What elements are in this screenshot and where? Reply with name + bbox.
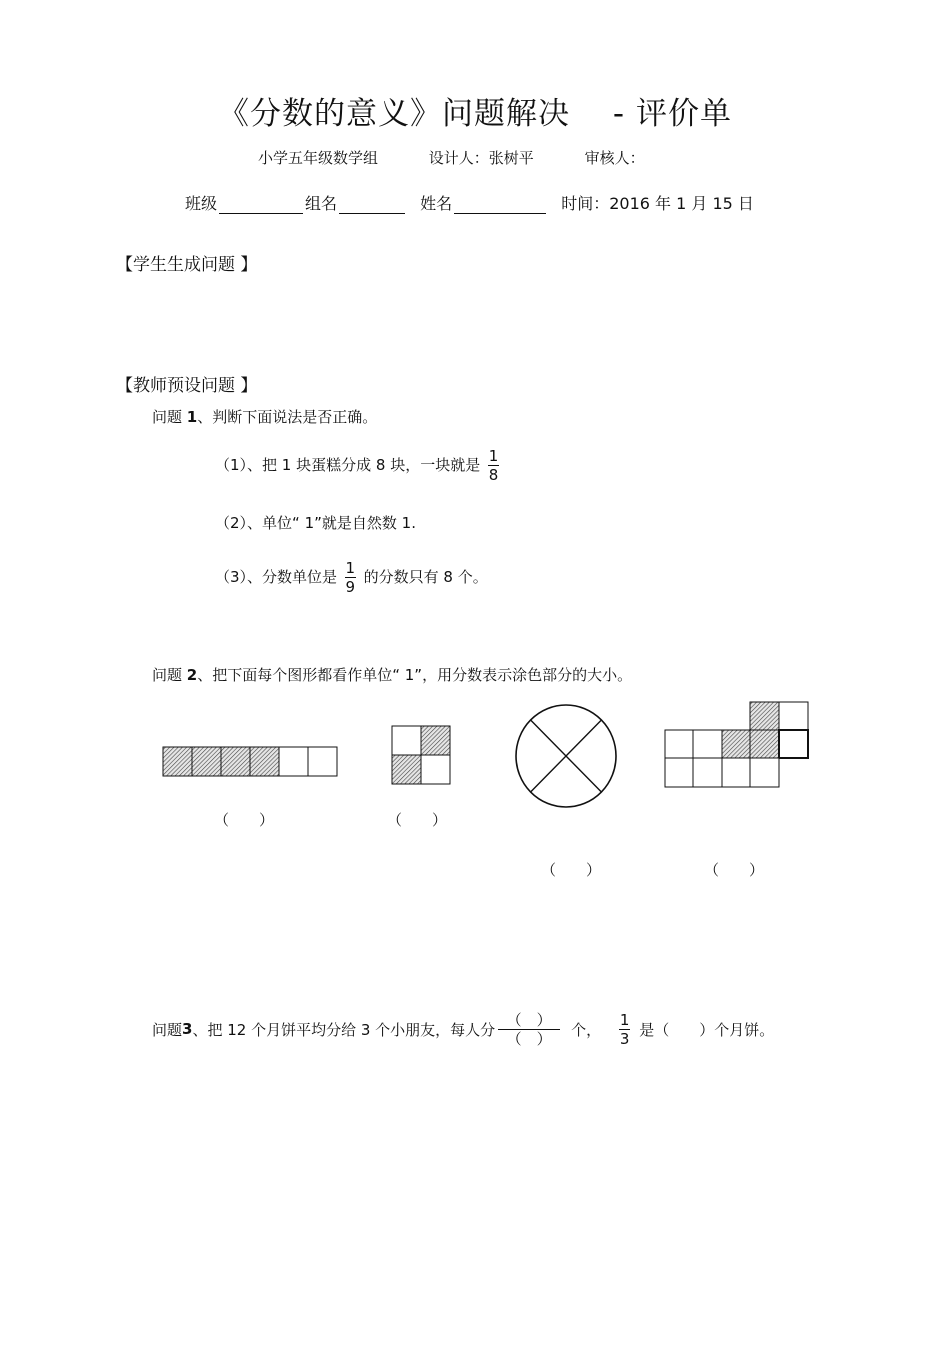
figure-bar — [162, 746, 338, 778]
bar-cell-shaded — [221, 747, 250, 776]
grid-cell-shaded — [750, 702, 779, 730]
group-label: 组名 — [305, 194, 338, 213]
bar-cell-shaded — [163, 747, 192, 776]
grid-cell — [750, 758, 779, 787]
bar-cell-shaded — [250, 747, 279, 776]
grid-cell — [665, 758, 693, 787]
grid-cell — [665, 730, 693, 758]
q2-heading: 问题 2、把下面每个图形都看作单位“ 1”，用分数表示涂色部分的大小。 — [152, 666, 633, 684]
fraction-1-9: $\frac{1}{9}$ — [345, 559, 356, 596]
figure-square — [391, 725, 451, 785]
fraction-1-8: $\frac{1}{8}$ — [488, 447, 499, 484]
bar-cell — [308, 747, 337, 776]
section-teacher: 【教师预设问题 】 — [116, 376, 258, 396]
section-student: 【学生生成问题 】 — [116, 255, 258, 275]
q1-heading: 问题 1、判断下面说法是否正确。 — [152, 408, 378, 426]
answer-blank-3[interactable]: （ ） — [541, 861, 602, 879]
fraction-1-3: $\frac{1}{3}$ — [619, 1010, 630, 1048]
fraction-blank[interactable]: $\frac{( )}{( )}$ — [498, 1011, 560, 1048]
page-title: 《分数的意义》问题解决 - 评价单 — [218, 96, 732, 132]
info-row — [185, 191, 754, 214]
answer-blank-2[interactable]: （ ） — [387, 811, 448, 829]
grid-cell — [693, 758, 722, 787]
figure-grid — [664, 701, 810, 789]
square-cell — [392, 726, 421, 755]
square-cell — [421, 755, 450, 784]
grid-cell — [693, 730, 722, 758]
group-blank[interactable] — [339, 195, 405, 214]
grid-cell-shaded — [750, 730, 779, 758]
name-blank[interactable] — [454, 195, 546, 214]
class-blank[interactable] — [219, 195, 303, 214]
date-text: 时间：2016 年 1 月 15 日 — [561, 194, 754, 213]
bar-cell-shaded — [192, 747, 221, 776]
subtitle-designer: 设计人：张树平 — [428, 149, 534, 167]
q1-item-3: （3）、分数单位是 $\frac{1}{9}$ 的分数只有 8 个。 — [215, 559, 488, 596]
answer-blank-1[interactable]: （ ） — [214, 811, 275, 829]
grid-cell — [779, 702, 808, 730]
name-label: 姓名 — [420, 194, 453, 213]
grid-cell-shaded — [722, 730, 750, 758]
bar-cell — [279, 747, 308, 776]
grid-cell — [779, 730, 808, 758]
square-cell-shaded — [421, 726, 450, 755]
subtitle-reviewer: 审核人： — [584, 149, 645, 167]
class-label: 班级 — [185, 194, 218, 213]
figure-circle — [513, 703, 619, 809]
q1-item-1: （1）、把 1 块蛋糕分成 8 块，一块就是 $\frac{1}{8}$ — [215, 447, 499, 484]
grid-cell — [722, 758, 750, 787]
q3-line: 问题 3 、把 12 个月饼平均分给 3 个小朋友，每人分 $\frac{( )}{( )}$ 个， $\frac{1}{3}$ 是（ ）个月饼。 — [152, 1010, 775, 1048]
subtitle — [258, 147, 691, 168]
q1-item-2: （2）、单位“ 1”就是自然数 1. — [215, 514, 416, 532]
square-cell-shaded — [392, 755, 421, 784]
answer-blank-4[interactable]: （ ） — [704, 861, 765, 879]
subtitle-group: 小学五年级数学组 — [258, 149, 379, 167]
